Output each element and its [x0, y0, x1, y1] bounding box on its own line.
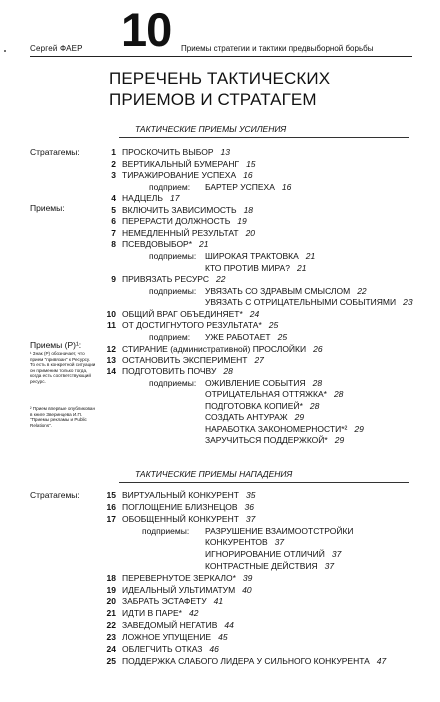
subitem-title: СОЗДАТЬ АНТУРАЖ	[205, 412, 288, 422]
page-title	[109, 68, 330, 110]
item-number: 23	[106, 632, 116, 642]
page-number: 29	[354, 424, 364, 434]
item-title: СТИРАНИЕ (административной) ПРОСЛОЙКИ	[122, 344, 307, 354]
page-number: 13	[220, 147, 230, 157]
item-number: 20	[106, 596, 116, 606]
page-number: 44	[224, 620, 234, 630]
item-number: 12	[106, 344, 116, 354]
item-title: НАДЦЕЛЬ	[122, 193, 163, 203]
page-number: 27	[254, 355, 264, 365]
page-number: 39	[242, 573, 253, 583]
toc-row	[98, 159, 256, 169]
header-rule	[30, 56, 412, 57]
item-title: ОБЩИЙ ВРАГ ОБЪЕДИНЯЕТ*	[122, 309, 243, 319]
page-number: 22	[357, 286, 367, 296]
header-author: Сергей ФАЕР	[30, 44, 83, 53]
subitem-label: подприем:	[149, 332, 191, 342]
toc-row	[98, 366, 233, 376]
toc-row	[98, 644, 219, 654]
page-title-line: ПЕРЕЧЕНЬ ТАКТИЧЕСКИХ	[109, 69, 331, 88]
page-number: 16	[243, 170, 253, 180]
toc-row	[98, 309, 259, 319]
item-number: 22	[106, 620, 116, 630]
item-title: ИДЕАЛЬНЫЙ УЛЬТИМАТУМ	[122, 585, 236, 595]
item-number: 6	[111, 216, 116, 226]
item-number: 3	[111, 170, 116, 180]
page-number: 15	[246, 159, 256, 169]
item-title: ЗАВЕДОМЫЙ НЕГАТИВ	[122, 620, 218, 630]
item-title: ПРИВЯЗАТЬ РЕСУРС	[122, 274, 209, 284]
toc-row	[98, 514, 255, 524]
page-number: 29	[294, 412, 305, 422]
page-number: 45	[218, 632, 228, 642]
page-number: 17	[169, 193, 180, 203]
subitem-title: НАРАБОТКА ЗАКОНОМЕРНОСТИ*²	[205, 424, 348, 434]
page-number: 29	[334, 435, 345, 445]
item-title: ВКЛЮЧИТЬ ЗАВИСИМОСТЬ	[122, 205, 237, 215]
page-number: 28	[312, 378, 323, 388]
page-number: 42	[189, 608, 199, 618]
item-title: ОБЛЕГЧИТЬ ОТКАЗ	[122, 644, 203, 654]
toc-row	[98, 573, 252, 583]
toc-row	[98, 490, 255, 500]
page-number: 47	[376, 656, 387, 666]
toc-row	[205, 549, 341, 559]
toc-row	[205, 424, 364, 434]
toc-row	[98, 632, 228, 642]
toc-row	[98, 147, 230, 157]
toc-row	[98, 205, 253, 215]
page-number: 25	[268, 320, 279, 330]
page-number: 18	[243, 205, 254, 215]
toc-row	[98, 355, 264, 365]
item-number: 5	[111, 205, 116, 215]
item-title: ОСТАНОВИТЬ ЭКСПЕРИМЕНТ	[122, 355, 248, 365]
toc-row	[149, 182, 291, 192]
chapter-number: 10	[121, 3, 172, 56]
item-number: 17	[106, 514, 116, 524]
item-number: 13	[106, 355, 116, 365]
toc-row	[98, 656, 386, 666]
label-stratagems: Стратагемы:	[30, 147, 80, 157]
toc-row	[98, 216, 247, 226]
subitem-title: ЗАРУЧИТЬСЯ ПОДДЕРЖКОЙ*	[205, 435, 328, 445]
item-title: ВЕРТИКАЛЬНЫЙ БУМЕРАНГ	[122, 159, 240, 169]
item-number: 10	[106, 309, 116, 319]
subitem-title: ОЖИВЛЕНИЕ СОБЫТИЯ	[205, 378, 306, 388]
subitem-title: ПОДГОТОВКА КОПИЕЙ*	[205, 401, 303, 411]
item-title: ПЕРЕВЕРНУТОЕ ЗЕРКАЛО*	[122, 573, 236, 583]
item-title: ЗАБРАТЬ ЭСТАФЕТУ	[122, 596, 207, 606]
subitem-title: УВЯЗАТЬ СО ЗДРАВЫМ СМЫСЛОМ	[205, 286, 351, 296]
item-title: ПОДДЕРЖКА СЛАБОГО ЛИДЕРА У СИЛЬНОГО КОНКУРЕНТА	[122, 656, 370, 666]
page-number: 40	[242, 585, 252, 595]
item-number: 21	[106, 608, 116, 618]
toc-row	[205, 297, 413, 307]
toc-row	[98, 502, 254, 512]
toc-row	[98, 344, 323, 354]
page-number: 28	[333, 389, 344, 399]
toc-row	[98, 170, 253, 180]
page-number: 25	[277, 332, 288, 342]
toc-row	[98, 320, 278, 330]
page-number: 41	[213, 596, 224, 606]
subitem-title: УЖЕ РАБОТАЕТ	[205, 332, 271, 342]
item-number: 11	[107, 320, 116, 330]
subitem-title: ИГНОРИРОВАНИЕ ОТЛИЧИЙ	[205, 549, 325, 559]
section-heading: ТАКТИЧЕСКИЕ ПРИЕМЫ НАПАДЕНИЯ	[135, 469, 293, 479]
footnote: ² Прием впервые опубликован в книге Зверинцева И.П. "Приемы рекламы и Public Relations".	[30, 406, 95, 428]
subitem-label: подприемы:	[142, 526, 190, 536]
toc-row	[205, 435, 344, 445]
toc-row	[205, 389, 343, 399]
page-number: 37	[324, 561, 335, 571]
item-number: 15	[106, 490, 116, 500]
page-number: 28	[309, 401, 320, 411]
item-title: НЕМЕДЛЕННЫЙ РЕЗУЛЬТАТ	[122, 228, 239, 238]
item-number: 1	[111, 147, 116, 157]
item-title: ЛОЖНОЕ УПУЩЕНИЕ	[122, 632, 212, 642]
item-title: ПОДГОТОВИТЬ ПОЧВУ	[122, 366, 217, 376]
toc-row	[149, 332, 287, 342]
label-stratagems: Стратагемы:	[30, 490, 80, 500]
page-number: 21	[199, 239, 209, 249]
subitem-title: РАЗРУШЕНИЕ ВЗАИМООТСТРОЙКИ	[205, 526, 354, 536]
margin-dot	[4, 50, 6, 52]
toc-row	[205, 401, 319, 411]
section-heading: ТАКТИЧЕСКИЕ ПРИЕМЫ УСИЛЕНИЯ	[135, 124, 287, 134]
toc-row	[149, 286, 367, 296]
item-number: 25	[106, 656, 116, 666]
page-number: 16	[281, 182, 292, 192]
toc-row	[205, 412, 304, 422]
page-number: 20	[245, 228, 256, 238]
toc-row	[149, 251, 315, 261]
page-number: 37	[274, 537, 285, 547]
toc-row	[98, 585, 252, 595]
page-number: 37	[331, 549, 342, 559]
subitem-title: УВЯЗАТЬ С ОТРИЦАТЕЛЬНЫМИ СОБЫТИЯМИ	[205, 297, 397, 307]
toc-row	[205, 263, 306, 273]
toc-row	[98, 274, 225, 284]
subitem-label: подприем:	[149, 182, 191, 192]
subitem-title: БАРТЕР УСПЕХА	[205, 182, 275, 192]
subitem-title: КОНКУРЕНТОВ	[205, 537, 268, 547]
subitem-label: подприемы:	[149, 286, 197, 296]
toc-row	[98, 620, 234, 630]
toc-row	[98, 608, 198, 618]
item-number: 18	[106, 573, 116, 583]
page-number: 35	[245, 490, 256, 500]
item-title: ВИРТУАЛЬНЫЙ КОНКУРЕНТ	[122, 490, 239, 500]
subitem-title: ШИРОКАЯ ТРАКТОВКА	[205, 251, 299, 261]
item-number: 2	[111, 159, 116, 169]
page-number: 37	[245, 514, 256, 524]
page-title-line: ПРИЕМОВ И СТРАТАГЕМ	[109, 90, 317, 109]
item-number: 8	[111, 239, 116, 249]
item-title: ИДТИ В ПАРЕ*	[122, 608, 182, 618]
subitem-title: КТО ПРОТИВ МИРА?	[205, 263, 290, 273]
footnote: ¹ Знак (Р) обозначает, что прием "привязан" к Ресурсу. То есть в конкретной ситуации он применим только тогда, когда есть соответствующий ресурс.	[30, 351, 96, 384]
toc-row	[98, 239, 209, 249]
item-title: ТИРАЖИРОВАНИЕ УСПЕХА	[122, 170, 237, 180]
page-number: 19	[237, 216, 247, 226]
item-number: 19	[106, 585, 116, 595]
item-title: ПОГЛОЩЕНИЕ БЛИЗНЕЦОВ	[122, 502, 238, 512]
toc-row	[149, 378, 322, 388]
item-number: 16	[106, 502, 116, 512]
toc-row	[205, 561, 334, 571]
page-number: 36	[244, 502, 255, 512]
toc-row	[98, 193, 179, 203]
label-techniques: Приемы:	[30, 203, 65, 213]
page-number: 22	[216, 274, 226, 284]
item-number: 4	[111, 193, 116, 203]
toc-row	[98, 228, 255, 238]
subitem-title: ОТРИЦАТЕЛЬНАЯ ОТТЯЖКА*	[205, 389, 327, 399]
subitem-label: подприемы:	[149, 251, 197, 261]
item-title: ОБОБЩЕННЫЙ КОНКУРЕНТ	[122, 514, 239, 524]
page-number: 21	[296, 263, 307, 273]
item-number: 9	[111, 274, 116, 284]
running-title: Приемы стратегии и тактики предвыборной борьбы	[181, 44, 374, 53]
section-rule	[119, 137, 409, 138]
toc-row	[142, 526, 354, 536]
subitem-title: КОНТРАСТНЫЕ ДЕЙСТВИЯ	[205, 561, 318, 571]
label-techniques-p: Приемы (Р)¹:	[30, 340, 82, 350]
page-number: 46	[209, 644, 219, 654]
item-title: ПСЕВДОВЫБОР*	[122, 239, 193, 249]
page-number: 26	[313, 344, 323, 354]
item-title: ОТ ДОСТИГНУТОГО РЕЗУЛЬТАТА*	[122, 320, 262, 330]
subitem-label: подприемы:	[149, 378, 197, 388]
page-number: 28	[223, 366, 233, 376]
page-number: 21	[305, 251, 316, 261]
item-title: ПРОСКОЧИТЬ ВЫБОР	[122, 147, 214, 157]
page-number: 23	[403, 297, 413, 307]
toc-row	[98, 596, 223, 606]
item-number: 7	[111, 228, 116, 238]
item-title: ПЕРЕРАСТИ ДОЛЖНОСТЬ	[122, 216, 231, 226]
page-number: 24	[249, 309, 260, 319]
section-rule	[119, 482, 409, 483]
toc-row	[205, 537, 284, 547]
item-number: 14	[106, 366, 116, 376]
item-number: 24	[106, 644, 116, 654]
